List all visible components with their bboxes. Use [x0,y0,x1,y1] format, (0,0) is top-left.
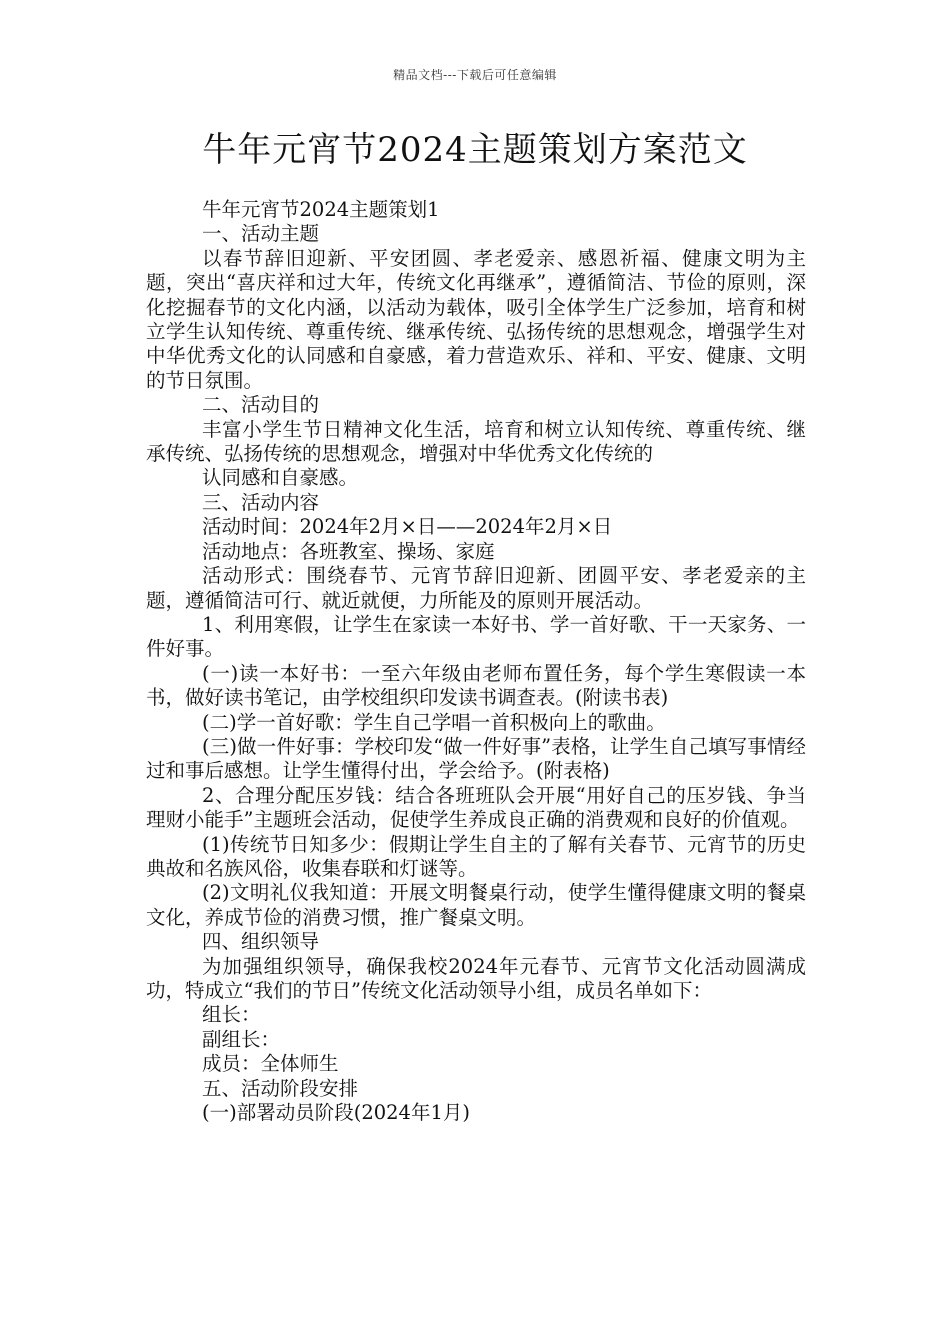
document-title: 牛年元宵节2024主题策划方案范文 [202,130,748,170]
paragraph: 组长： [202,1003,261,1027]
paragraph: 活动形式：围绕春节、元宵节辞旧迎新、团圆平安、孝老爱亲的主题，遵循简洁可行、就近就便，力所能及的原则开展活动。 [146,564,806,612]
paragraph: 2、合理分配压岁钱：结合各班班队会开展“用好自己的压岁钱、争当理财小能手”主题班会活动，促使学生养成良正确的消费观和良好的价值观。 [146,783,806,832]
paragraph: 成员：全体师生 [202,1052,339,1076]
paragraph: (2)文明礼仪我知道：开展文明餐桌行动，使学生懂得健康文明的餐桌文化，养成节俭的消费习惯，推广餐桌文明。 [146,881,806,929]
paragraph: 活动时间：2024年2月×日——2024年2月×日 [202,515,613,539]
section-heading: 一、活动主题 [202,222,320,246]
paragraph: 以春节辞旧迎新、平安团圆、孝老爱亲、感恩祈福、健康文明为主题，突出“喜庆祥和过大年，传统文化再继承”，遵循简洁、节俭的原则，深化挖掘春节的文化内涵，以活动为载体，吸引全体学生广泛参加，培育和树立学生认知传统、尊重传统、继承传统、弘扬传统的思想观念，增强学生对中华优秀文化的认同感和自豪感，着力营造欢乐、祥和、平安、健康、文明的节日氛围。 [146,246,806,392]
paragraph: (一)部署动员阶段(2024年1月) [202,1101,470,1125]
paragraph: 为加强组织领导，确保我校2024年元春节、元宵节文化活动圆满成功，特成立“我们的节日”传统文化活动领导小组，成员名单如下： [146,954,806,1002]
paragraph: 1、利用寒假，让学生在家读一本好书、学一首好歌、干一天家务、一件好事。 [146,612,806,661]
paragraph: 牛年元宵节2024主题策划1 [202,198,440,221]
paragraph: (一)读一本好书：一至六年级由老师布置任务，每个学生寒假读一本书，做好读书笔记，由学校组织印发读书调查表。(附读书表) [146,661,806,710]
paragraph: 认同感和自豪感。 [202,466,359,490]
paragraph: 丰富小学生节日精神文化生活，培育和树立认知传统、尊重传统、继承传统、弘扬传统的思想观念，增强对中华优秀文化传统的 [146,417,806,466]
section-heading: 三、活动内容 [202,490,320,514]
paragraph: (三)做一件好事：学校印发“做一件好事”表格，让学生自己填写事情经过和事后感想。让学生懂得付出，学会给予。(附表格) [146,734,806,783]
section-heading: 二、活动目的 [202,393,320,417]
section-heading: 四、组织领导 [202,930,320,954]
document-body [146,198,806,1125]
paragraph: (1)传统节日知多少：假期让学生自主的了解有关春节、元宵节的历史典故和名族风俗，收集春联和灯谜等。 [146,832,806,880]
paragraph: 活动地点：各班教室、操场、家庭 [202,539,495,563]
header-note: 精品文档---下载后可任意编辑 [393,68,557,82]
paragraph: (二)学一首好歌：学生自己学唱一首积极向上的歌曲。 [202,710,666,734]
paragraph: 副组长： [202,1027,281,1051]
section-heading: 五、活动阶段安排 [202,1076,359,1100]
